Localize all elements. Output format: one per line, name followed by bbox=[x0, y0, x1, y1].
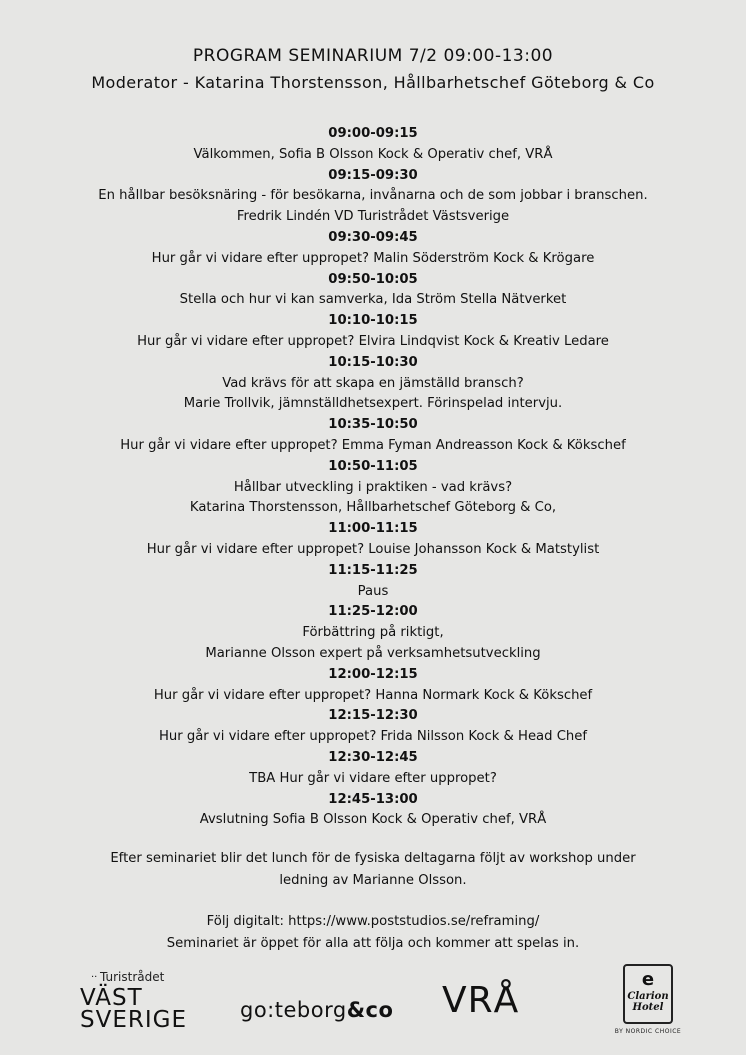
schedule-description: Hur går vi vidare efter uppropet? Frida Nilsson Kock & Head Chef bbox=[158, 729, 588, 745]
schedule-description: Hur går vi vidare efter uppropet? Elvira Lindqvist Kock & Kreativ Ledare bbox=[137, 333, 609, 349]
schedule-time: 10:50-11:05 bbox=[328, 458, 418, 474]
schedule-time: 09:50-10:05 bbox=[328, 271, 418, 287]
goteborg-co-logo bbox=[240, 998, 393, 1022]
moderator-line: Moderator - Katarina Thorstensson, Hållbarhetschef Göteborg & Co bbox=[91, 73, 655, 92]
schedule-description: Stella och hur vi kan samverka, Ida Ström Stella Nätverket bbox=[179, 292, 567, 308]
schedule-time: 09:00-09:15 bbox=[328, 126, 418, 141]
schedule-time: 10:10-10:15 bbox=[328, 313, 418, 329]
page-header bbox=[0, 44, 746, 96]
vastsverige-line2: SVERIGE bbox=[80, 1007, 187, 1033]
schedule-time: 09:15-09:30 bbox=[328, 167, 418, 183]
schedule-time: 12:30-12:45 bbox=[328, 749, 418, 765]
schedule-description: Hur går vi vidare efter uppropet? Malin Söderström Kock & Krögare bbox=[151, 250, 595, 266]
vastsverige-line1: VÄST bbox=[80, 985, 143, 1011]
schedule-description: Avslutning Sofia B Olsson Kock & Operativ chef, VRÅ bbox=[199, 812, 547, 828]
vastsverige-logo bbox=[80, 970, 190, 1033]
logo-dots: ·· bbox=[91, 972, 98, 983]
clarion-e-icon: e bbox=[641, 969, 655, 990]
follow-text bbox=[0, 911, 746, 954]
schedule-description: En hållbar besöksnäring - för besökarna, invånarna och de som jobbar i branschen. bbox=[98, 188, 648, 204]
clarion-box bbox=[623, 964, 673, 1024]
schedule-description: Hur går vi vidare efter uppropet? Hanna Normark Kock & Kökschef bbox=[153, 687, 593, 703]
schedule-description: Marie Trollvik, jämnställdhetsexpert. Förinspelad intervju. bbox=[183, 396, 563, 412]
follow-info-line: Seminariet är öppet för alla att följa och kommer att spelas in. bbox=[166, 935, 580, 951]
schedule-time: 11:15-11:25 bbox=[328, 562, 418, 578]
schedule-description: Hur går vi vidare efter uppropet? Louise Johansson Kock & Matstylist bbox=[146, 541, 600, 557]
schedule-time: 09:30-09:45 bbox=[328, 229, 418, 245]
goteborg-amp: &co bbox=[346, 998, 394, 1022]
schedule-list bbox=[0, 124, 746, 831]
clarion-sub: BY NORDIC CHOICE bbox=[614, 1028, 682, 1035]
schedule-description: Välkommen, Sofia B Olsson Kock & Operativ chef, VRÅ bbox=[193, 146, 553, 162]
schedule-description: Fredrik Lindén VD Turistrådet Västsverige bbox=[236, 209, 510, 225]
schedule-time: 11:00-11:15 bbox=[328, 521, 418, 537]
follow-link-line[interactable]: Följ digitalt: https://www.poststudios.se/reframing/ bbox=[206, 914, 540, 929]
schedule-time: 12:15-12:30 bbox=[328, 708, 418, 724]
vra-logo: VRÅ bbox=[442, 980, 520, 1021]
schedule-description: Hur går vi vidare efter uppropet? Emma Fyman Andreasson Kock & Kökschef bbox=[120, 437, 626, 453]
schedule-description: Paus bbox=[357, 583, 389, 599]
page-title: PROGRAM SEMINARIUM 7/2 09:00-13:00 bbox=[192, 46, 554, 66]
schedule-description: Katarina Thorstensson, Hållbarhetschef Göteborg & Co, bbox=[189, 500, 557, 516]
vastsverige-small-text: Turistrådet bbox=[100, 970, 165, 984]
schedule-time: 10:35-10:50 bbox=[328, 417, 418, 433]
schedule-description: Vad krävs för att skapa en jämställd bransch? bbox=[222, 375, 524, 391]
sponsor-logos bbox=[0, 964, 746, 1044]
clarion-hotel-logo bbox=[598, 964, 698, 1044]
after-seminar-line: ledning av Marianne Olsson. bbox=[279, 872, 467, 888]
schedule-description: Förbättring på riktigt, bbox=[302, 625, 444, 641]
clarion-name: Clarion Hotel bbox=[627, 991, 669, 1013]
schedule-description: Marianne Olsson expert på verksamhetsutveckling bbox=[205, 645, 541, 661]
schedule-time: 12:45-13:00 bbox=[328, 791, 418, 807]
schedule-description: TBA Hur går vi vidare efter uppropet? bbox=[249, 770, 497, 786]
after-seminar-text bbox=[0, 848, 746, 891]
after-seminar-line: Efter seminariet blir det lunch för de fysiska deltagarna följt av workshop under bbox=[110, 851, 636, 866]
schedule-time: 12:00-12:15 bbox=[328, 666, 418, 682]
schedule-time: 10:15-10:30 bbox=[328, 354, 418, 370]
goteborg-text: go:teborg bbox=[240, 998, 347, 1022]
schedule-time: 11:25-12:00 bbox=[328, 604, 418, 620]
schedule-description: Hållbar utveckling i praktiken - vad krävs? bbox=[233, 479, 513, 495]
